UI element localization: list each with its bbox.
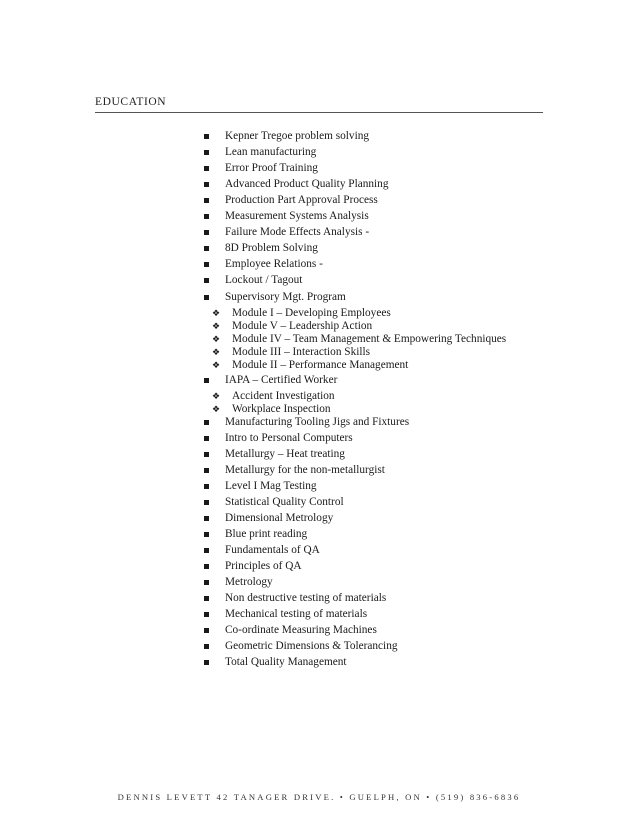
square-bullet-icon: [204, 484, 209, 489]
list-item-text: Geometric Dimensions & Tolerancing: [225, 640, 398, 652]
list-item-text: Principles of QA: [225, 560, 302, 572]
list-item-text: Mechanical testing of materials: [225, 608, 368, 620]
square-bullet-icon: [204, 182, 209, 187]
square-bullet-icon: [204, 246, 209, 251]
list-item-text: Blue print reading: [225, 528, 308, 540]
section-divider: [95, 112, 543, 113]
square-bullet-icon: [204, 420, 209, 425]
square-bullet-icon: [204, 452, 209, 457]
list-item-text: Lockout / Tagout: [225, 274, 303, 286]
list-item-text: Level I Mag Testing: [225, 480, 317, 492]
square-bullet-icon: [204, 230, 209, 235]
square-bullet-icon: [204, 436, 209, 441]
square-bullet-icon: [204, 295, 209, 300]
list-item-text: Manufacturing Tooling Jigs and Fixtures: [225, 416, 410, 428]
square-bullet-icon: [204, 532, 209, 537]
list-item-text: Total Quality Management: [225, 656, 347, 668]
list-item-text: Statistical Quality Control: [225, 496, 344, 508]
diamond-bullet-icon: ❖: [212, 391, 221, 401]
list-item-text: Measurement Systems Analysis: [225, 210, 369, 222]
list-item-text: Workplace Inspection: [232, 403, 331, 415]
square-bullet-icon: [204, 596, 209, 601]
footer-contact: DENNIS LEVETT 42 TANAGER DRIVE. • GUELPH, ON • (519) 836-6836: [117, 792, 521, 802]
list-item-text: Production Part Approval Process: [225, 194, 378, 206]
list-item-text: Metallurgy for the non-metallurgist: [225, 464, 385, 476]
square-bullet-icon: [204, 516, 209, 521]
list-item-text: Lean manufacturing: [225, 146, 317, 158]
list-item-text: Fundamentals of QA: [225, 544, 320, 556]
square-bullet-icon: [204, 548, 209, 553]
list-item-text: Intro to Personal Computers: [225, 432, 353, 444]
list-item-text: Module I – Developing Employees: [232, 307, 391, 319]
square-bullet-icon: [204, 150, 209, 155]
list-item-text: 8D Problem Solving: [225, 242, 318, 254]
diamond-bullet-icon: ❖: [212, 347, 221, 357]
square-bullet-icon: [204, 378, 209, 383]
square-bullet-icon: [204, 468, 209, 473]
list-item-text: Module II – Performance Management: [232, 359, 409, 371]
list-item-text: IAPA – Certified Worker: [225, 374, 338, 386]
diamond-bullet-icon: ❖: [212, 321, 221, 331]
list-item-text: Co-ordinate Measuring Machines: [225, 624, 377, 636]
diamond-bullet-icon: ❖: [212, 360, 221, 370]
list-item-text: Advanced Product Quality Planning: [225, 178, 389, 190]
list-item-text: Module III – Interaction Skills: [232, 346, 371, 358]
square-bullet-icon: [204, 134, 209, 139]
list-item-text: Accident Investigation: [232, 390, 335, 402]
list-item-text: Dimensional Metrology: [225, 512, 334, 524]
square-bullet-icon: [204, 278, 209, 283]
square-bullet-icon: [204, 214, 209, 219]
diamond-bullet-icon: ❖: [212, 308, 221, 318]
list-item-text: Failure Mode Effects Analysis -: [225, 226, 370, 238]
list-item-text: Metallurgy – Heat treating: [225, 448, 345, 460]
list-item-text: Non destructive testing of materials: [225, 592, 387, 604]
square-bullet-icon: [204, 580, 209, 585]
square-bullet-icon: [204, 198, 209, 203]
diamond-bullet-icon: ❖: [212, 404, 221, 414]
square-bullet-icon: [204, 262, 209, 267]
square-bullet-icon: [204, 166, 209, 171]
list-item-text: Error Proof Training: [225, 162, 318, 174]
square-bullet-icon: [204, 644, 209, 649]
square-bullet-icon: [204, 660, 209, 665]
list-item-text: Module IV – Team Management & Empowering Techniques: [232, 333, 507, 345]
square-bullet-icon: [204, 612, 209, 617]
list-item-text: Supervisory Mgt. Program: [225, 291, 346, 303]
list-item-text: Kepner Tregoe problem solving: [225, 130, 370, 142]
diamond-bullet-icon: ❖: [212, 334, 221, 344]
square-bullet-icon: [204, 500, 209, 505]
list-item-text: Module V – Leadership Action: [232, 320, 373, 332]
section-heading: EDUCATION: [95, 96, 167, 108]
square-bullet-icon: [204, 564, 209, 569]
square-bullet-icon: [204, 628, 209, 633]
list-item-text: Employee Relations -: [225, 258, 323, 270]
list-item-text: Metrology: [225, 576, 273, 588]
